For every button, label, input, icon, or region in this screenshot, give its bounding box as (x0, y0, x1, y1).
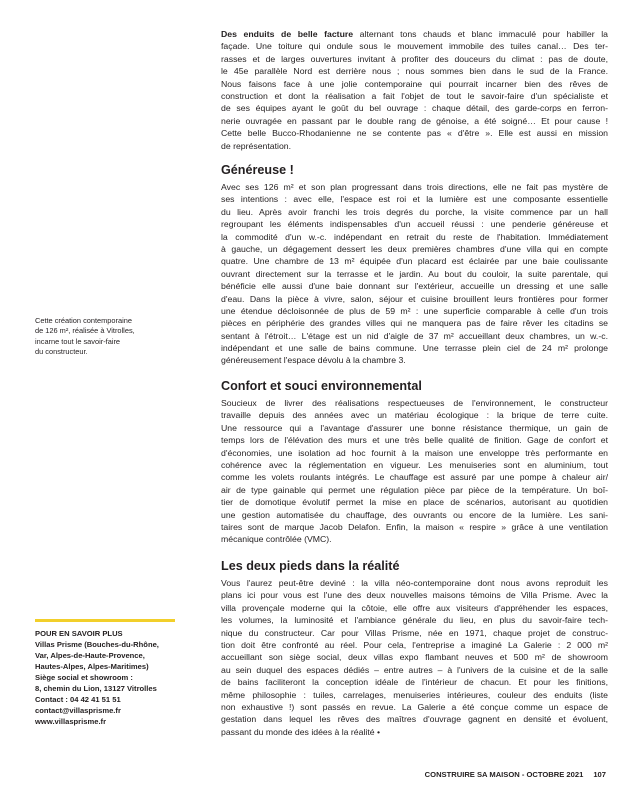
text-line: de représentation. (221, 140, 292, 151)
section-heading: Généreuse ! (221, 163, 294, 177)
caption-line: incarne tout le savoir-faire (35, 336, 121, 346)
section-heading: Confort et souci environnemental (221, 379, 422, 393)
text-line: pièces en périphérie des grandes villes qui ne manquera pas de faire rêver les citadins se (221, 318, 608, 329)
text-line: mécanique contrôlée (VMC). (221, 534, 332, 545)
text-line: ouvrant directement sur la terrasse et le jardin. Au bout du couloir, la suite parentale, qui (221, 268, 608, 279)
text-line: ses intentions : avec elle, l'espace est roi et la lumière est une composante essentielle (221, 194, 608, 205)
text-line: taires sont de marque Jacob Delafon. Enfin, la maison « respire » grâce à une ventilation (221, 521, 608, 532)
text-run: alternant tons chauds et blanc immaculé pour habiller la (353, 29, 608, 39)
info-phone: Contact : 04 42 41 51 51 (35, 695, 121, 704)
text-line: une étendue décloisonnée de plus de 59 m² : une superficie comparable à celle d'un trois (221, 305, 608, 316)
text-line: travaille depuis des années avec un matériau écologique : la brique de terre cuite. (221, 410, 608, 421)
text-line: cohérence avec la réglementation en vigueur. Les menuiseries sont en aluminium, tout (221, 459, 608, 470)
text-line: villa provençale moderne qui la côtoie, elle offre aux visiteurs d'appréhender les espaces, (221, 602, 608, 613)
text-line: passant du monde des idées à la réalité • (221, 726, 381, 737)
text-line: généreusement l'espace dévolu à la chambre 3. (221, 355, 406, 366)
text-line: tion doit être confronté au réel. Pour cela, l'entreprise a imaginé La Galerie : 2 000 m² (221, 639, 608, 650)
info-line: Villas Prisme (Bouches-du-Rhône, (35, 640, 159, 649)
text-line: Nous faisons face à une jolie contemporaine qui pourrait incarner bien des rêves de (221, 78, 608, 89)
text-line: à gauche, un dégagement dessert les deux premières chambres d'une villa qui en compte (221, 243, 608, 254)
text-line: Vous l'aurez peut-être deviné : la villa néo-contemporaine dont nous avons reproduit les (221, 578, 608, 588)
text-line: du lieu. Après avoir franchi les trois degrés du porche, la visite commence par un hall (221, 206, 608, 217)
text-line: les volumes, la luminosité et l'ambiance générale du lieu, en plus du savoir-faire tech- (221, 615, 608, 626)
text-line: comme les volets roulants intégrés. Le chauffage est assuré par une pompe à chaleur air/ (221, 472, 608, 483)
text-line: air de type gainable qui permet une régulation pièce par pièce de la température. Un boî- (221, 484, 608, 495)
info-title: POUR EN SAVOIR PLUS (35, 629, 123, 638)
text-line: construction et dont la réalisation a fait l'objet de tout le savoir-faire d'un spécialiste et (221, 90, 608, 101)
publication-name: CONSTRUIRE SA MAISON - OCTOBRE 2021 (424, 770, 584, 779)
text-line: tier de domotique évolutif permet la mise en place de scénarios, autorisant au quotidien (221, 497, 608, 508)
text-line: au sein duquel des espaces dédiés – entre autres – à l'univers de la cuisine et de la salle (221, 664, 608, 675)
text-line: nerie ouvragée en passant par le double rang de génoise, a été soigné… Et pour cause ! (221, 115, 608, 126)
info-website[interactable]: www.villasprisme.fr (35, 717, 107, 726)
text-line: Avec ses 126 m² et son plan progressant dans trois directions, elle ne fait pas mystère de (221, 182, 608, 192)
text-line: d'économies, une isolation ad hoc fournit à la maison une enveloppe très performante en (221, 447, 608, 458)
text-line: nique du constructeur. Car pour Villas Prisme, née en 1971, chaque projet de construc- (221, 627, 608, 638)
text-line: rasses et de larges ouvertures invitant à profiter des douceurs du climat : pas de doute, (221, 53, 608, 64)
text-line: de bains faciliteront la conception idéale de l'intérieur de chacun. Et pour les finitions, (221, 677, 608, 688)
caption-line: de 126 m², réalisée à Vitrolles, (35, 326, 135, 336)
info-box (35, 628, 195, 727)
info-line: Hautes-Alpes, Alpes-Maritimes) (35, 662, 149, 671)
text-line: façade. Une toiture qui ondule sous le mouvement immobile des tuiles canal… Des ter- (221, 41, 608, 52)
lead-in: Des enduits de belle facture (221, 29, 354, 39)
paragraph (221, 577, 608, 738)
text-line: plans ici pour vous est l'une des deux nouvelles maisons témoins de Villa Prisme. Avec la (221, 590, 608, 601)
text-line: accueillant son siège social, deux villas expo flambant neuves et 500 m² de showroom (221, 652, 608, 663)
info-line: Siège social et showroom : (35, 673, 133, 682)
page-footer (380, 770, 606, 779)
text-line: quatre. Une chambre de 13 m² équipée d'un placard est éclairée par une baie coulissante (221, 256, 608, 267)
text-line: temps lors de l'élévation des murs et une très belle qualité de finition. Gage de confort et (221, 435, 608, 446)
caption-line: Cette création contemporaine (35, 316, 132, 325)
text-line: gestation dans lequel les rêves des maîtres d'ouvrage gagnent en densité et évoluent, (221, 714, 608, 725)
info-email[interactable]: contact@villasprisme.fr (35, 706, 121, 715)
text-line: le 45e parallèle Nord est derrière nous ; nous sommes bien dans le sud de la France. (221, 66, 608, 77)
paragraph (221, 397, 608, 546)
text-line: une gestion automatisée du chauffage, des ouvrants ou encore de la lumière. Les sani- (221, 509, 608, 520)
text-line: sentant à l'étroit… L'étage est un nid d'aigle de 37 m² accueillant deux chambres, un w.-c. (221, 330, 608, 341)
text-line: indépendant et une salle de bains commune. Une terrasse plein ciel de 24 m² prolonge (221, 343, 608, 354)
accent-divider (35, 619, 175, 622)
paragraph (221, 181, 608, 367)
caption-line: du constructeur. (35, 347, 88, 357)
text-line: d'eau. Dans la pièce à vivre, salon, séjour et cuisine brouillent leurs frontières pour former (221, 293, 608, 304)
text-line: Soucieux de livrer des réalisations respectueuses de l'environnement, le constructeur (221, 398, 608, 408)
page-number: 107 (593, 770, 606, 779)
info-line: Var, Alpes-de-Haute-Provence, (35, 651, 145, 660)
text-line: non exhaustive !) sont passés en revue. La Galerie a été conçue comme un espace de (221, 701, 608, 712)
text-line: Cette belle Bucco-Rhodanienne ne se contente pas « d'être ». Elle est aussi en mission (221, 128, 608, 139)
photo-caption (35, 316, 185, 358)
text-line: de ses équipes ayant le goût du bel ouvrage : chaque détail, des garde-corps en ferron- (221, 103, 608, 114)
text-line (221, 28, 608, 40)
text-line: Une ressource qui a l'avantage d'assurer une bonne résistance thermique, un gain de (221, 422, 608, 433)
text-line: même philosophie : tuiles, carrelages, menuiseries intérieures, couleur des enduits (liste (221, 689, 608, 700)
text-line: la commodité d'un w.-c. indépendant en retrait du reste de l'habitation. Immédiatement (221, 231, 608, 242)
text-line: regroupant les éléments indispensables d'un accueil réussi : une penderie généreuse et (221, 219, 608, 230)
section-heading: Les deux pieds dans la réalité (221, 559, 400, 573)
paragraph (221, 28, 608, 152)
info-address: 8, chemin du Lion, 13127 Vitrolles (35, 684, 157, 693)
text-line: bénéficie elle aussi d'une baie donnant sur l'extérieur, accueille un dressing et une salle (221, 281, 608, 292)
